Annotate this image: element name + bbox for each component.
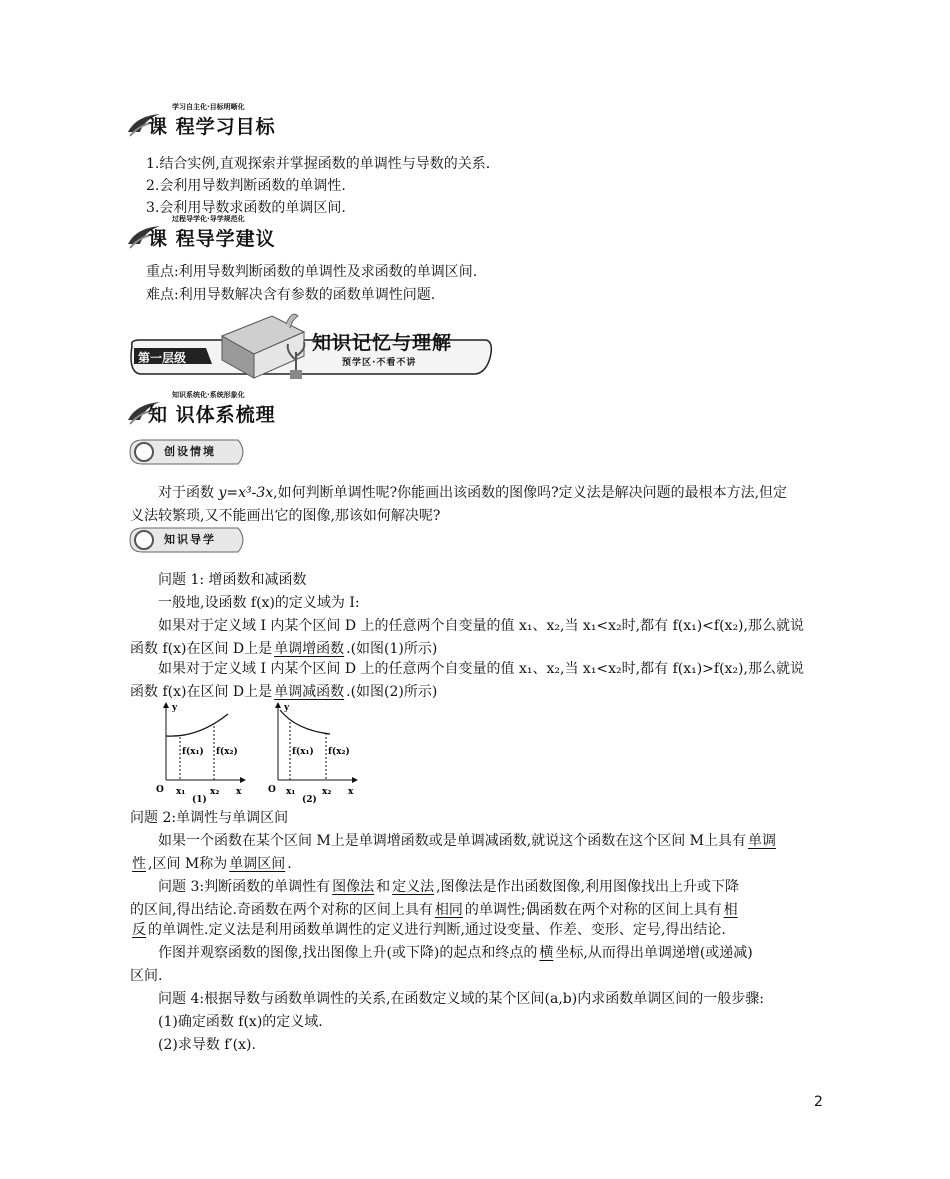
section-title: 课 程学习目标 bbox=[148, 116, 276, 138]
section-title: 课 程导学建议 bbox=[148, 228, 276, 250]
pill-guide bbox=[128, 526, 250, 554]
answer-blank: 性 bbox=[132, 856, 146, 872]
q4-step: (1)确定函数 f(x)的定义域. bbox=[158, 1014, 323, 1030]
level-label: 第一层级 bbox=[138, 351, 187, 365]
label-fx2: f(x₂) bbox=[216, 747, 238, 757]
answer-blank: 相 bbox=[723, 902, 738, 918]
pill-scenario bbox=[128, 438, 250, 466]
section-tagline: 过程导学化·导学规范化 bbox=[172, 215, 245, 223]
q3-line: 作图并观察函数的图像,找出图像上升(或下降)的起点和终点的 横 坐标,从而得出单调递增(或递减) bbox=[158, 945, 753, 961]
plant-icon bbox=[282, 336, 310, 380]
pill-label: 创设情境 bbox=[164, 445, 216, 458]
q3-line: 反 的单调性.定义法是利用函数单调性的定义进行判断,通过设变量、作差、变形、定号,得出结论. bbox=[132, 922, 726, 938]
answer-blank: 反 bbox=[132, 922, 146, 938]
level-banner bbox=[126, 306, 496, 382]
goal-item: 3.会利用导数求函数的单调区间. bbox=[146, 200, 346, 216]
tick-x2: x₂ bbox=[322, 787, 332, 797]
axis-label-y: y bbox=[284, 703, 290, 713]
answer-blank: 定义法 bbox=[392, 879, 435, 895]
q4-line: 问题 4:根据导数与函数单调性的关系,在函数定义域的某个区间(a,b)内求函数单调区间的一般步骤: bbox=[158, 991, 764, 1007]
label-fx1: f(x₁) bbox=[292, 747, 314, 757]
q3-line: 的区间,得出结论.奇函数在两个对称的区间上具有 相同 的单调性;偶函数在两个对称的区间上具有 相 bbox=[130, 902, 738, 918]
tick-x2: x₂ bbox=[210, 787, 220, 797]
axis-label-x: x bbox=[348, 787, 354, 797]
page-number: 2 bbox=[814, 1094, 823, 1110]
section-tagline: 学习自主化·目标明晰化 bbox=[172, 103, 245, 111]
section-tagline: 知识系统化·系统形象化 bbox=[172, 391, 245, 399]
goal-item: 2.会利用导数判断函数的单调性. bbox=[146, 178, 346, 194]
q3-line: 区间. bbox=[130, 968, 163, 984]
q4-step: (2)求导数 f′(x). bbox=[158, 1037, 256, 1053]
advice-item: 重点:利用导数判断函数的单调性及求函数的单调区间. bbox=[146, 264, 478, 280]
banner-subtitle: 预学区·不看不讲 bbox=[342, 358, 417, 368]
scenario-line: 义法较繁琐,又不能画出它的图像,那该如何解决呢? bbox=[130, 508, 441, 524]
banner-title: 知识记忆与理解 bbox=[312, 332, 453, 354]
answer-blank: 相同 bbox=[434, 902, 463, 918]
q1-title: 问题 1: 增函数和减函数 bbox=[158, 572, 307, 588]
pill-label: 知识导学 bbox=[164, 533, 216, 546]
label-fx2: f(x₂) bbox=[328, 747, 350, 757]
goal-item: 1.结合实例,直观探索并掌握函数的单调性与导数的关系. bbox=[146, 156, 491, 172]
advice-item: 难点:利用导数解决含有参数的函数单调性问题. bbox=[146, 287, 436, 303]
q1-dec-line: 函数 f(x)在区间 D上是 单调减函数 .(如图(2)所示) bbox=[130, 684, 438, 700]
figure-caption: (1) bbox=[192, 795, 207, 804]
q2-line: 如果一个函数在某个区间 M上是单调增函数或是单调减函数,就说这个函数在这个区间 M上具有 单调 bbox=[158, 833, 777, 849]
tick-x1: x₁ bbox=[286, 787, 296, 797]
section-title: 知 识体系梳理 bbox=[148, 404, 276, 426]
answer-blank: 图像法 bbox=[332, 879, 375, 895]
axis-label-y: y bbox=[172, 703, 178, 713]
origin-label: O bbox=[268, 785, 276, 795]
scenario-line: 对于函数 y=x³-3x,如何判断单调性呢?你能画出该函数的图像吗?定义法是解决问题的最根本方法,但定 bbox=[158, 485, 788, 501]
q2-title: 问题 2:单调性与单调区间 bbox=[130, 810, 289, 826]
q3-line: 问题 3:判断函数的单调性有 图像法 和 定义法 ,图像法是作出函数图像,利用图像找出上升或下降 bbox=[158, 879, 739, 895]
figure-increasing bbox=[150, 700, 250, 804]
q2-line: 性 ,区间 M称为 单调区间 . bbox=[132, 856, 292, 872]
answer-blank: 单调减函数 bbox=[274, 684, 345, 700]
origin-label: O bbox=[156, 785, 164, 795]
q1-intro: 一般地,设函数 f(x)的定义域为 I: bbox=[158, 595, 360, 611]
answer-blank: 单调增函数 bbox=[274, 641, 345, 657]
figure-caption: (2) bbox=[302, 795, 317, 804]
q1-inc-line: 函数 f(x)在区间 D上是 单调增函数 .(如图(1)所示) bbox=[130, 641, 438, 657]
answer-blank: 单调 bbox=[748, 833, 777, 849]
answer-blank: 横 bbox=[539, 945, 554, 961]
figure-decreasing bbox=[262, 700, 362, 804]
answer-blank: 单调区间 bbox=[229, 856, 286, 872]
tick-x1: x₁ bbox=[176, 787, 186, 797]
axis-label-x: x bbox=[236, 787, 242, 797]
label-fx1: f(x₁) bbox=[182, 747, 204, 757]
q1-dec-line: 如果对于定义域 I 内某个区间 D 上的任意两个自变量的值 x₁、x₂,当 x₁<x₂时,都有 f(x₁)>f(x₂),那么就说 bbox=[158, 661, 804, 677]
q1-inc-line: 如果对于定义域 I 内某个区间 D 上的任意两个自变量的值 x₁、x₂,当 x₁<x₂时,都有 f(x₁)<f(x₂),那么就说 bbox=[158, 618, 804, 634]
